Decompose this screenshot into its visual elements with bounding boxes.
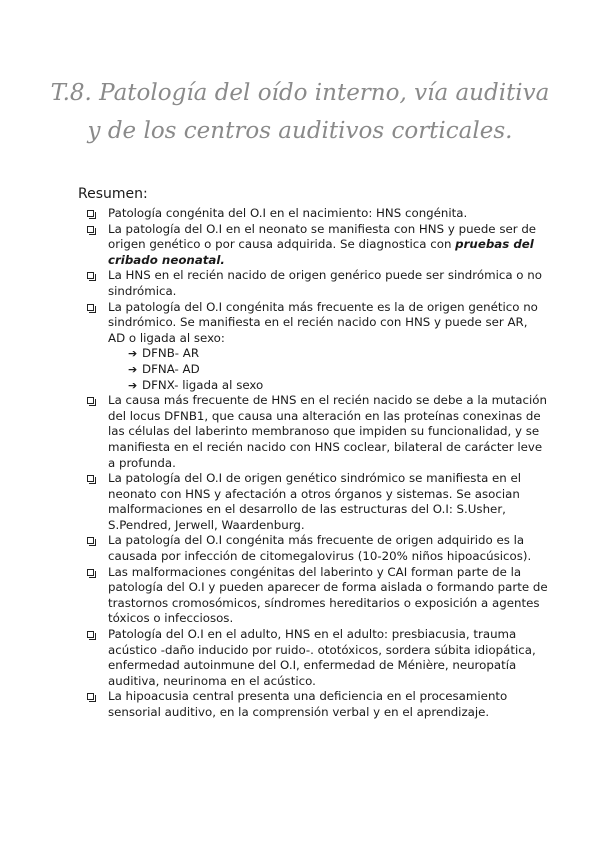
checkbox-bullet-icon — [87, 226, 94, 233]
list-item — [78, 565, 548, 627]
list-item — [78, 222, 548, 269]
list-item — [78, 533, 548, 564]
arrow-right-icon: ➔ — [128, 347, 138, 361]
list-item-text: Patología congénita del O.I en el nacimiento: HNS congénita. — [108, 206, 468, 220]
list-item-text: La HNS en el recién nacido de origen genérico puede ser sindrómica o no sindrómica. — [108, 268, 542, 298]
checkbox-bullet-icon — [87, 272, 94, 279]
list-item-text: La patología del O.I de origen genético sindrómico se manifiesta en el neonato con HNS y afectación a otros órganos y sistemas. Se asocian malformaciones en el desarrollo de las estructuras del O.I: S.Usher, S.Pendred, Jerwell, Waardenburg. — [108, 471, 522, 532]
title-line-1: T.8. Patología del oído interno, vía auditiva — [50, 80, 550, 106]
list-item — [78, 689, 548, 720]
sub-list-item: ➔ DFNA- AD — [128, 361, 200, 376]
page-title — [40, 74, 560, 150]
list-item-text: La causa más frecuente de HNS en el recién nacido se debe a la mutación del locus DFNB1, que causa una alteración en las proteínas conexinas de las células del laberinto membranoso que impiden su funcionalidad, y se manifiesta en el recién nacido con HNS coclear, bilateral de carácter leve a profunda. — [108, 393, 547, 470]
list-item — [78, 206, 548, 222]
checkbox-bullet-icon — [87, 693, 94, 700]
sub-list-item: ➔ DFNX- ligada al sexo — [128, 377, 264, 392]
list-item — [78, 300, 548, 394]
arrow-right-icon: ➔ — [128, 362, 138, 376]
list-item-text: La hipoacusia central presenta una deficiencia en el procesamiento sensorial auditivo, en la comprensión verbal y en el aprendizaje. — [108, 689, 508, 719]
title-line-2: y de los centros auditivos corticales. — [87, 118, 513, 144]
summary-list — [78, 206, 548, 721]
list-item — [78, 471, 548, 533]
list-item — [78, 627, 548, 689]
checkbox-bullet-icon — [87, 569, 94, 576]
checkbox-bullet-icon — [87, 631, 94, 638]
summary-section — [78, 186, 548, 721]
summary-heading: Resumen: — [78, 186, 148, 202]
list-item — [78, 268, 548, 299]
list-item-text: Las malformaciones congénitas del laberinto y CAI forman parte de la patología del O.I y pueden aparecer de forma aislada o formando parte de trastornos cromosómicos, síndromes hereditarios o exposición a agentes tóxicos o infecciosos. — [108, 564, 548, 626]
list-item-emphasis: pruebas del cribado neonatal. — [108, 237, 534, 267]
list-item-text: La patología del O.I en el neonato se manifiesta con HNS y puede ser de origen genético o por causa adquirida. Se diagnostica con — [108, 221, 537, 252]
checkbox-bullet-icon — [87, 397, 94, 404]
list-item-text: La patología del O.I congénita más frecuente de origen adquirido es la causada por infección de citomegalovirus (10-20% niños hipoacúsicos). — [108, 533, 532, 564]
checkbox-bullet-icon — [87, 537, 94, 544]
sub-list — [108, 346, 548, 393]
sub-list-item: ➔ DFNB- AR — [128, 346, 200, 361]
list-item-text: Patología del O.I en el adulto, HNS en el adulto: presbiacusia, trauma acústico -daño inducido por ruido-. ototóxicos, sordera súbita idiopática, enfermedad autoinmune del O.I, enfermedad de Ménière, neuropatía auditiva, neurinoma en el acústico. — [108, 627, 536, 688]
arrow-right-icon: ➔ — [128, 378, 138, 392]
checkbox-bullet-icon — [87, 475, 94, 482]
list-item — [78, 393, 548, 471]
checkbox-bullet-icon — [87, 210, 94, 217]
checkbox-bullet-icon — [87, 304, 94, 311]
list-item-text: La patología del O.I congénita más frecuente es la de origen genético no sindrómico. Se manifiesta en el recién nacido con HNS y puede ser AR, AD o ligada al sexo: — [108, 299, 538, 345]
